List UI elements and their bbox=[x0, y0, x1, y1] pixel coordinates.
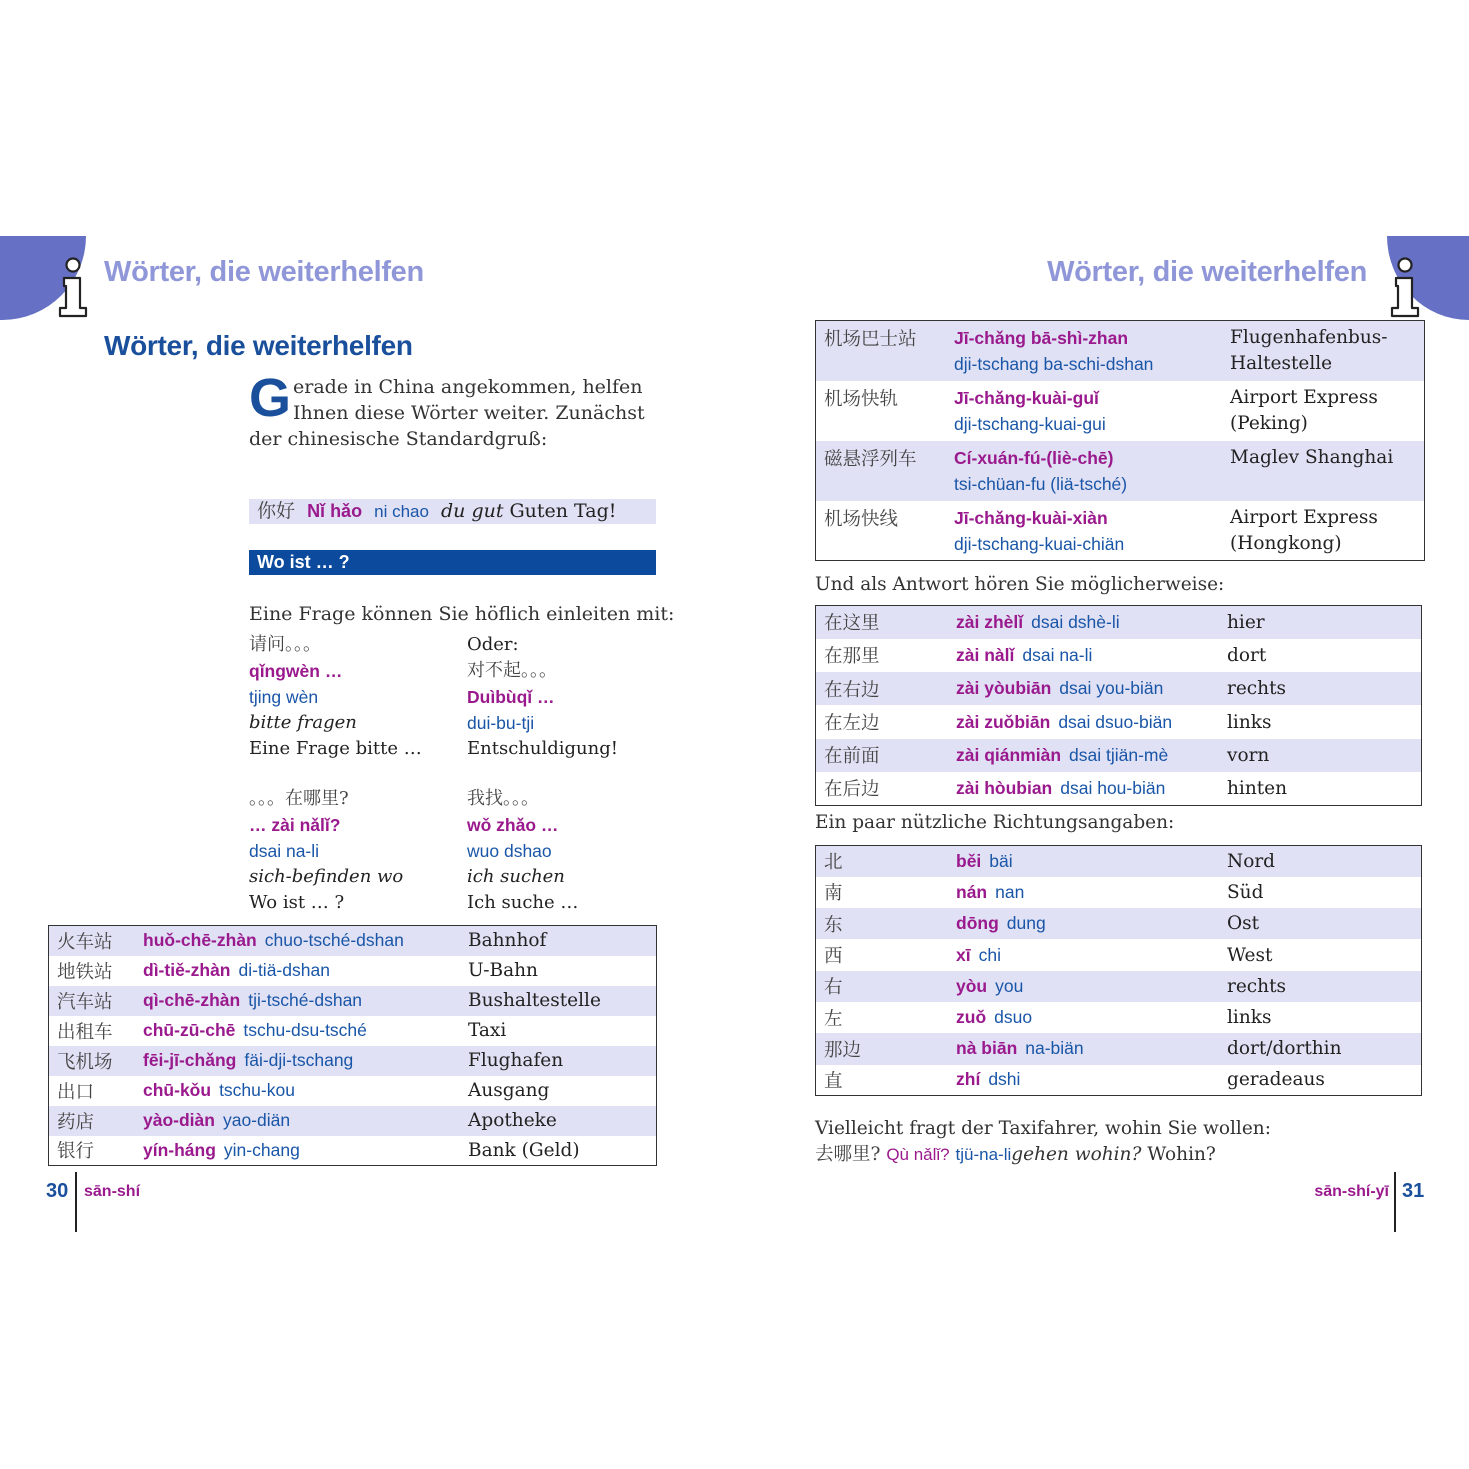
pinyin: chū-kǒu bbox=[143, 1080, 212, 1100]
greeting-phonetic: ni chao bbox=[374, 502, 429, 521]
cell-chinese: 机场快线 bbox=[824, 508, 899, 530]
german-line: (Hongkong) bbox=[1230, 532, 1342, 554]
cell-chinese: 药店 bbox=[49, 1106, 136, 1136]
phonetic: di-tiä-dshan bbox=[238, 960, 330, 980]
phrase-phonetic: dui-bu-tji bbox=[467, 713, 535, 733]
transport-table bbox=[815, 320, 1425, 561]
table-row bbox=[816, 672, 1422, 705]
phonetic: dji-tschang ba-schi-dshan bbox=[954, 354, 1154, 374]
cell-chinese: 在后边 bbox=[824, 779, 880, 801]
phrase-phonetic: dsai na-li bbox=[249, 841, 320, 861]
table-row bbox=[816, 501, 1425, 561]
phrase-zainali bbox=[249, 786, 403, 916]
phrase-meaning: Eine Frage bitte … bbox=[249, 738, 422, 759]
cell-german: dort bbox=[1227, 644, 1267, 666]
table-row bbox=[816, 639, 1422, 672]
left-page bbox=[0, 0, 734, 1469]
phonetic: dsai hou-biän bbox=[1060, 777, 1166, 798]
cell-chinese: 左 bbox=[824, 1008, 843, 1030]
phonetic: dsai dsuo-biän bbox=[1058, 711, 1173, 732]
transport-table-body bbox=[816, 321, 1425, 561]
cell-chinese: 机场巴士站 bbox=[816, 321, 947, 381]
vocab-table-body bbox=[49, 926, 657, 1166]
running-header: Wörter, die weiterhelfen bbox=[1047, 256, 1367, 288]
phrase-literal: bitte fragen bbox=[249, 712, 357, 733]
pinyin: Jī-chǎng-kuài-guǐ bbox=[954, 387, 1099, 408]
cell-pronunciation bbox=[135, 1106, 460, 1136]
cell-german: rechts bbox=[1219, 672, 1422, 705]
vocab-table bbox=[48, 925, 657, 1166]
page-title: Wörter, die weiterhelfen bbox=[104, 330, 413, 361]
cell-german: Bushaltestelle bbox=[460, 986, 657, 1016]
phonetic: dji-tschang-kuai-chiän bbox=[954, 533, 1125, 554]
cell-german: geradeaus bbox=[1227, 1069, 1325, 1091]
pinyin: běi bbox=[956, 850, 982, 871]
cell-chinese: 在那里 bbox=[824, 646, 880, 668]
taxi-intro: Vielleicht fragt der Taxifahrer, wohin Sie wollen: bbox=[815, 1118, 1271, 1139]
pinyin: zuǒ bbox=[956, 1007, 987, 1028]
cell-pronunciation bbox=[948, 739, 1219, 772]
info-icon bbox=[1388, 256, 1422, 320]
phonetic: dsai dshè-li bbox=[1031, 611, 1120, 632]
phrase-zh: 请问。。。 bbox=[249, 634, 321, 655]
phonetic: tsi-chüan-fu (liä-tsché) bbox=[954, 473, 1128, 494]
cell-chinese: 在这里 bbox=[816, 606, 949, 639]
cell-german: Bahnhof bbox=[460, 926, 657, 956]
pinyin: zài qiánmiàn bbox=[956, 744, 1062, 765]
cell-pronunciation bbox=[946, 501, 1222, 561]
cell-german: dort/dorthin bbox=[1219, 1033, 1422, 1064]
table-row bbox=[49, 1046, 657, 1076]
right-page bbox=[734, 0, 1469, 1469]
greeting-zh: 你好 bbox=[257, 500, 296, 522]
phrase-zh: 对不起。。。 bbox=[467, 660, 557, 681]
pinyin: xī bbox=[956, 944, 971, 965]
cell-german: Bank (Geld) bbox=[468, 1139, 580, 1161]
phonetic: bäi bbox=[989, 850, 1013, 871]
pinyin: yín-háng bbox=[143, 1139, 216, 1160]
table-row bbox=[49, 926, 657, 956]
phonetic: dung bbox=[1006, 913, 1046, 934]
phonetic: dshi bbox=[988, 1069, 1021, 1090]
german-line: Airport Express bbox=[1230, 506, 1378, 528]
cell-pronunciation bbox=[946, 381, 1222, 441]
directions-table bbox=[815, 845, 1422, 1096]
pinyin: yào-diàn bbox=[143, 1110, 215, 1130]
page-number-word: sān-shí-yī bbox=[1314, 1183, 1389, 1200]
table-row bbox=[816, 739, 1422, 772]
cell-pronunciation bbox=[948, 639, 1219, 672]
table-row bbox=[816, 846, 1422, 877]
pinyin: zhí bbox=[956, 1069, 981, 1090]
table-row bbox=[49, 986, 657, 1016]
phonetic: chuo-tsché-dshan bbox=[264, 930, 404, 951]
cell-chinese: 火车站 bbox=[49, 926, 136, 956]
phrase-phonetic: wuo dshao bbox=[467, 841, 552, 861]
pinyin: dì-tiě-zhàn bbox=[143, 960, 231, 980]
footer-divider bbox=[1394, 1172, 1396, 1232]
cell-chinese: 右 bbox=[816, 971, 949, 1002]
greeting-meaning: Guten Tag! bbox=[509, 500, 617, 522]
cell-german: Apotheke bbox=[460, 1106, 657, 1136]
table-row bbox=[816, 321, 1425, 381]
phrase-zh: 。。。在哪里? bbox=[249, 788, 349, 809]
phonetic: dsai tjiän-mè bbox=[1069, 744, 1169, 765]
cell-german: Süd bbox=[1227, 881, 1264, 903]
taxi-literal: gehen wohin? bbox=[1011, 1144, 1142, 1165]
taxi-pinyin: Qù nǎlǐ? bbox=[886, 1145, 950, 1164]
phrase-pinyin: Duìbùqǐ … bbox=[467, 687, 555, 707]
cell-pronunciation bbox=[948, 877, 1219, 908]
cell-chinese: 银行 bbox=[57, 1141, 95, 1163]
phrase-phonetic: tjing wèn bbox=[249, 687, 319, 707]
german-line: Haltestelle bbox=[1230, 353, 1333, 374]
cell-german: West bbox=[1227, 944, 1273, 966]
table-row bbox=[816, 1033, 1422, 1064]
drop-cap: G bbox=[249, 368, 292, 428]
phonetic: dsai na-li bbox=[1022, 644, 1093, 665]
cell-chinese: 磁悬浮列车 bbox=[816, 441, 947, 501]
cell-chinese: 北 bbox=[816, 846, 949, 877]
cell-german: vorn bbox=[1219, 739, 1422, 772]
cell-chinese: 西 bbox=[824, 946, 843, 968]
german-line: Airport Express bbox=[1230, 386, 1378, 408]
cell-german: Flughafen bbox=[460, 1046, 657, 1076]
cell-chinese: 南 bbox=[824, 883, 843, 905]
phonetic: dsai you-biän bbox=[1059, 678, 1164, 699]
german-line: Maglev Shanghai bbox=[1230, 446, 1394, 468]
phrase-pinyin: qǐngwèn … bbox=[249, 661, 343, 681]
pinyin: zài yòubiān bbox=[956, 678, 1052, 699]
table-row bbox=[49, 1076, 657, 1106]
phonetic: chi bbox=[978, 944, 1001, 965]
intro-text: erade in China angekommen, helfen Ihnen diese Wörter weiter. Zunächst der chinesische Standardgruß: bbox=[249, 376, 645, 450]
cell-german bbox=[1222, 321, 1425, 381]
phrase-literal: ich suchen bbox=[467, 866, 565, 887]
phonetic: tschu-kou bbox=[219, 1080, 295, 1100]
cell-german: Ausgang bbox=[468, 1080, 550, 1101]
cell-chinese: 飞机场 bbox=[49, 1046, 136, 1076]
phonetic: fäi-dji-tschang bbox=[244, 1050, 354, 1070]
table-row bbox=[816, 971, 1422, 1002]
footer-divider bbox=[75, 1172, 77, 1232]
directions-table-body bbox=[816, 846, 1422, 1096]
table-row bbox=[49, 1016, 657, 1046]
pinyin: qì-chē-zhàn bbox=[143, 990, 241, 1010]
cell-pronunciation bbox=[948, 939, 1219, 970]
table-row bbox=[816, 877, 1422, 908]
phrase-duibuqi bbox=[467, 632, 618, 762]
page-number-word: sān-shí bbox=[84, 1183, 141, 1200]
pinyin: Cí-xuán-fú-(liè-chē) bbox=[954, 447, 1114, 468]
cell-pronunciation bbox=[135, 926, 460, 956]
cell-german: links bbox=[1227, 711, 1272, 733]
cell-chinese: 出租车 bbox=[57, 1021, 113, 1043]
cell-pronunciation bbox=[948, 1065, 1219, 1096]
table-row bbox=[49, 1136, 657, 1166]
taxi-meaning: Wohin? bbox=[1147, 1144, 1216, 1165]
cell-german: hier bbox=[1219, 606, 1422, 639]
cell-german bbox=[1222, 501, 1425, 561]
phonetic: dsuo bbox=[994, 1007, 1033, 1028]
pinyin: zài zhèlǐ bbox=[956, 611, 1024, 632]
phrase-prefix: Oder: bbox=[467, 634, 519, 655]
cell-pronunciation bbox=[948, 908, 1219, 939]
table-row bbox=[49, 956, 657, 986]
taxi-zh: 去哪里? bbox=[815, 1144, 881, 1165]
taxi-phonetic: tjü-na-li bbox=[955, 1145, 1012, 1164]
phrase-qingwen bbox=[249, 632, 422, 762]
cell-chinese: 出口 bbox=[57, 1081, 95, 1103]
answer-intro: Und als Antwort hören Sie möglicherweise: bbox=[815, 574, 1225, 595]
table-row bbox=[816, 1065, 1422, 1096]
table-row bbox=[816, 908, 1422, 939]
running-header: Wörter, die weiterhelfen bbox=[104, 256, 424, 288]
cell-pronunciation bbox=[948, 606, 1219, 639]
cell-pronunciation bbox=[948, 772, 1219, 805]
pinyin: nán bbox=[956, 881, 988, 902]
cell-german: Nord bbox=[1219, 846, 1422, 877]
cell-chinese: 直 bbox=[824, 1070, 843, 1092]
section-heading: Wo ist … ? bbox=[249, 550, 656, 575]
cell-chinese: 在左边 bbox=[824, 713, 880, 735]
greeting-box bbox=[249, 499, 656, 524]
answers-table bbox=[815, 605, 1422, 806]
phonetic: na-biän bbox=[1025, 1038, 1084, 1059]
page-number: 30 bbox=[46, 1180, 69, 1202]
table-row bbox=[816, 1002, 1422, 1033]
cell-chinese: 汽车站 bbox=[49, 986, 136, 1016]
phonetic: yao-diän bbox=[222, 1110, 291, 1130]
pinyin: yòu bbox=[956, 975, 988, 996]
cell-pronunciation bbox=[946, 321, 1222, 381]
cell-pronunciation bbox=[948, 971, 1219, 1002]
cell-german: rechts bbox=[1219, 971, 1422, 1002]
question-intro: Eine Frage können Sie höflich einleiten mit: bbox=[249, 603, 675, 625]
cell-chinese: 地铁站 bbox=[57, 961, 113, 983]
phonetic: dji-tschang-kuai-gui bbox=[954, 413, 1106, 434]
german-line: (Peking) bbox=[1230, 412, 1308, 434]
cell-german: links bbox=[1227, 1007, 1272, 1029]
table-row bbox=[816, 381, 1425, 441]
cell-chinese: 机场快轨 bbox=[824, 388, 899, 410]
cell-pronunciation bbox=[948, 672, 1219, 705]
cell-pronunciation bbox=[135, 1076, 460, 1106]
cell-german: Taxi bbox=[468, 1020, 507, 1041]
cell-pronunciation bbox=[948, 1033, 1219, 1064]
phrase-literal: sich-befinden wo bbox=[249, 866, 404, 887]
table-row bbox=[816, 606, 1422, 639]
cell-german: U-Bahn bbox=[468, 960, 538, 981]
pinyin: huǒ-chē-zhàn bbox=[143, 930, 257, 951]
cell-pronunciation bbox=[135, 956, 460, 986]
pinyin: Jī-chǎng-kuài-xiàn bbox=[954, 507, 1108, 528]
cell-chinese: 在前面 bbox=[816, 739, 949, 772]
cell-pronunciation bbox=[948, 846, 1219, 877]
answers-table-body bbox=[816, 606, 1422, 806]
cell-pronunciation bbox=[135, 1046, 460, 1076]
phonetic: tji-tsché-dshan bbox=[248, 990, 363, 1010]
pinyin: dōng bbox=[956, 913, 999, 934]
directions-intro: Ein paar nützliche Richtungsangaben: bbox=[815, 812, 1175, 833]
table-row bbox=[816, 705, 1422, 738]
cell-chinese: 在右边 bbox=[816, 672, 949, 705]
table-row bbox=[49, 1106, 657, 1136]
cell-german: Ost bbox=[1219, 908, 1422, 939]
pinyin: zài zuǒbiān bbox=[956, 711, 1051, 732]
cell-pronunciation bbox=[948, 705, 1219, 738]
cell-chinese: 那边 bbox=[816, 1033, 949, 1064]
taxi-phrase bbox=[815, 1142, 1216, 1168]
phonetic: nan bbox=[995, 881, 1025, 902]
cell-pronunciation bbox=[948, 1002, 1219, 1033]
phrase-meaning: Wo ist … ? bbox=[249, 892, 345, 913]
pinyin: chū-zū-chē bbox=[143, 1020, 236, 1040]
phrase-pinyin: wǒ zhǎo … bbox=[467, 815, 559, 835]
cell-pronunciation bbox=[135, 1016, 460, 1046]
pinyin: zài hòubian bbox=[956, 777, 1053, 798]
cell-pronunciation bbox=[135, 1136, 460, 1166]
table-row bbox=[816, 772, 1422, 805]
cell-german bbox=[1222, 441, 1425, 501]
pinyin: Jī-chǎng bā-shì-zhan bbox=[954, 328, 1129, 348]
german-line: Flugenhafenbus- bbox=[1230, 327, 1388, 348]
pinyin: zài nàlǐ bbox=[956, 644, 1015, 665]
intro-paragraph bbox=[249, 368, 669, 452]
cell-german: hinten bbox=[1227, 777, 1288, 799]
phonetic: you bbox=[995, 975, 1024, 996]
phrase-meaning: Entschuldigung! bbox=[467, 738, 618, 759]
phonetic: yin-chang bbox=[223, 1139, 300, 1160]
info-icon bbox=[56, 256, 90, 320]
cell-chinese: 东 bbox=[816, 908, 949, 939]
table-row bbox=[816, 939, 1422, 970]
greeting-literal: du gut bbox=[441, 500, 504, 522]
cell-pronunciation bbox=[135, 986, 460, 1016]
phrase-wozhao bbox=[467, 786, 578, 916]
cell-pronunciation bbox=[946, 441, 1222, 501]
pinyin: nà biān bbox=[956, 1038, 1018, 1059]
phrase-zh: 我找。。。 bbox=[467, 788, 539, 809]
phrase-meaning: Ich suche … bbox=[467, 892, 579, 913]
phonetic: tschu-dsu-tsché bbox=[243, 1020, 367, 1040]
page-number: 31 bbox=[1402, 1180, 1425, 1202]
cell-german bbox=[1222, 381, 1425, 441]
table-row bbox=[816, 441, 1425, 501]
pinyin: fēi-jī-chǎng bbox=[143, 1050, 237, 1070]
phrase-pinyin: … zài nǎlǐ? bbox=[249, 815, 341, 835]
greeting-pinyin: Nǐ hǎo bbox=[307, 501, 363, 521]
